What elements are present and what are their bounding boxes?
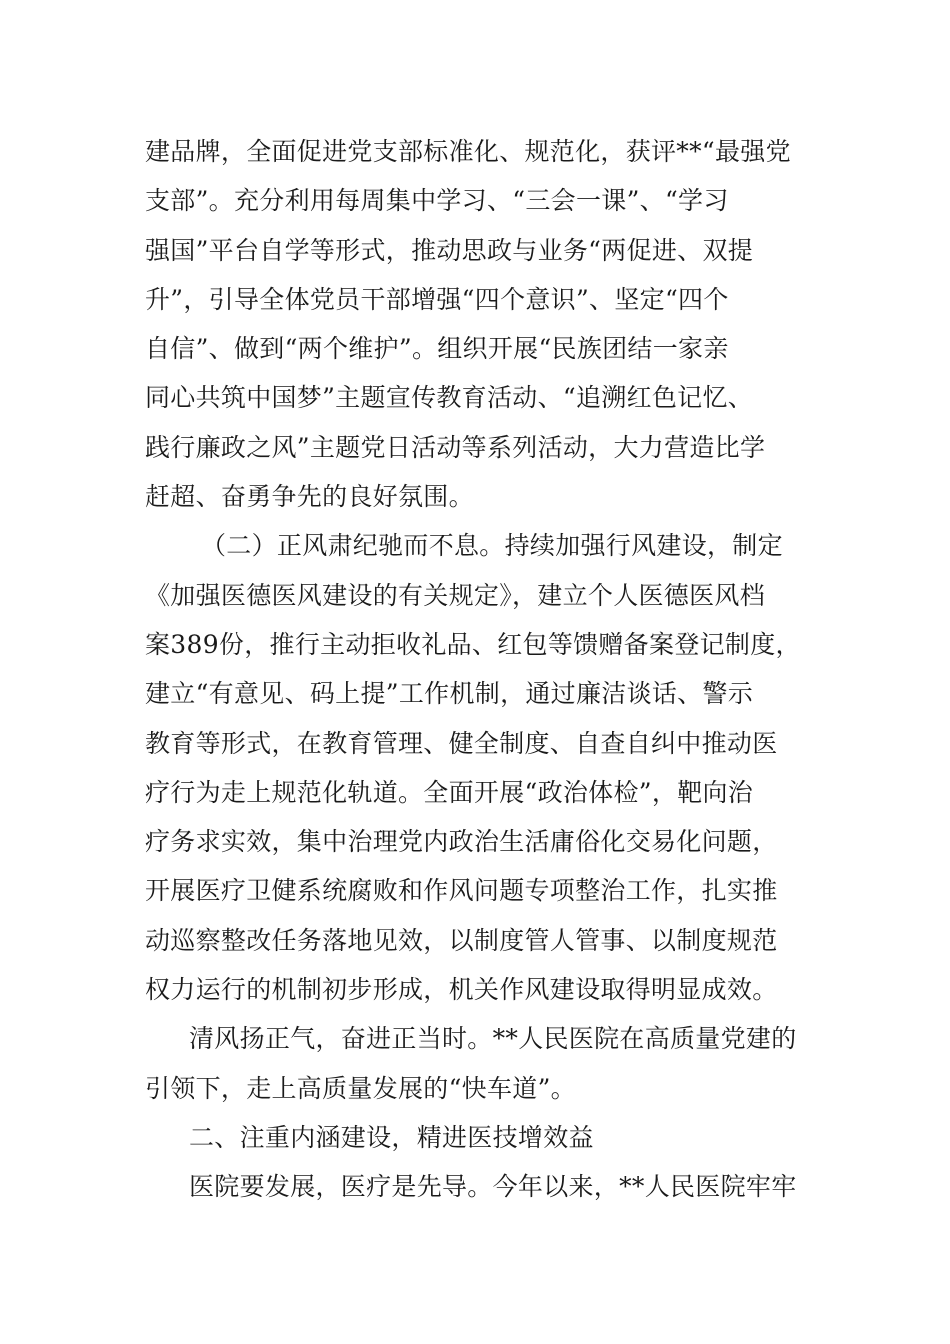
text-line: 权力运行的机制初步形成，机关作风建设取得明显成效。 [145,975,778,1005]
text-line: 践行廉政之风”主题党日活动等系列活动，大力营造比学 [145,432,766,462]
text-line: 动巡察整改任务落地见效，以制度管人管事、以制度规范 [145,925,778,955]
text-line: 教育等形式，在教育管理、健全制度、自查自纠中推动医 [145,728,778,758]
text-line: 建品牌，全面促进党支部标准化、规范化，获评**“最强党 [145,137,791,166]
paragraph-start: 医院要发展，医疗是先导。今年以来，**人民医院牢牢 [189,1172,797,1202]
text-line: 疗务求实效，集中治理党内政治生活庸俗化交易化问题， [145,827,778,857]
text-line: 升”，引导全体党员干部增强“四个意识”、坚定“四个 [145,284,729,314]
body-text [145,127,810,1212]
text-line: 疗行为走上规范化轨道。全面开展“政治体检”，靶向治 [145,777,754,807]
text-line: 支部”。充分利用每周集中学习、“三会一课”、“学习 [145,186,729,216]
text-line: 自信”、做到“两个维护”。组织开展“民族团结一家亲 [145,334,729,364]
text-line: 《加强医德医风建设的有关规定》，建立个人医德医风档 [145,580,766,610]
text-line: 引领下，走上高质量发展的“快车道”。 [145,1073,576,1103]
text-line: 开展医疗卫健系统腐败和作风问题专项整治工作，扎实推 [145,876,778,906]
text-line: 建立“有意见、码上提”工作机制，通过廉洁谈话、警示 [145,679,754,709]
paragraph-start: 清风扬正气，奋进正当时。**人民医院在高质量党建的 [189,1024,797,1054]
text-line: 赶超、奋勇争先的良好氛围。 [145,482,474,512]
section-heading: 二、注重内涵建设，精进医技增效益 [189,1122,594,1152]
text-line: 强国”平台自学等形式，推动思政与业务“两促进、双提 [145,235,754,265]
text-line: 同心共筑中国梦”主题宣传教育活动、“追溯红色记忆、 [145,383,754,413]
text-line: 案389份，推行主动拒收礼品、红包等馈赠备案登记制度， [145,629,801,659]
section-heading-2: （二）正风肃纪驰而不息。持续加强行风建设，制定 [201,531,783,561]
